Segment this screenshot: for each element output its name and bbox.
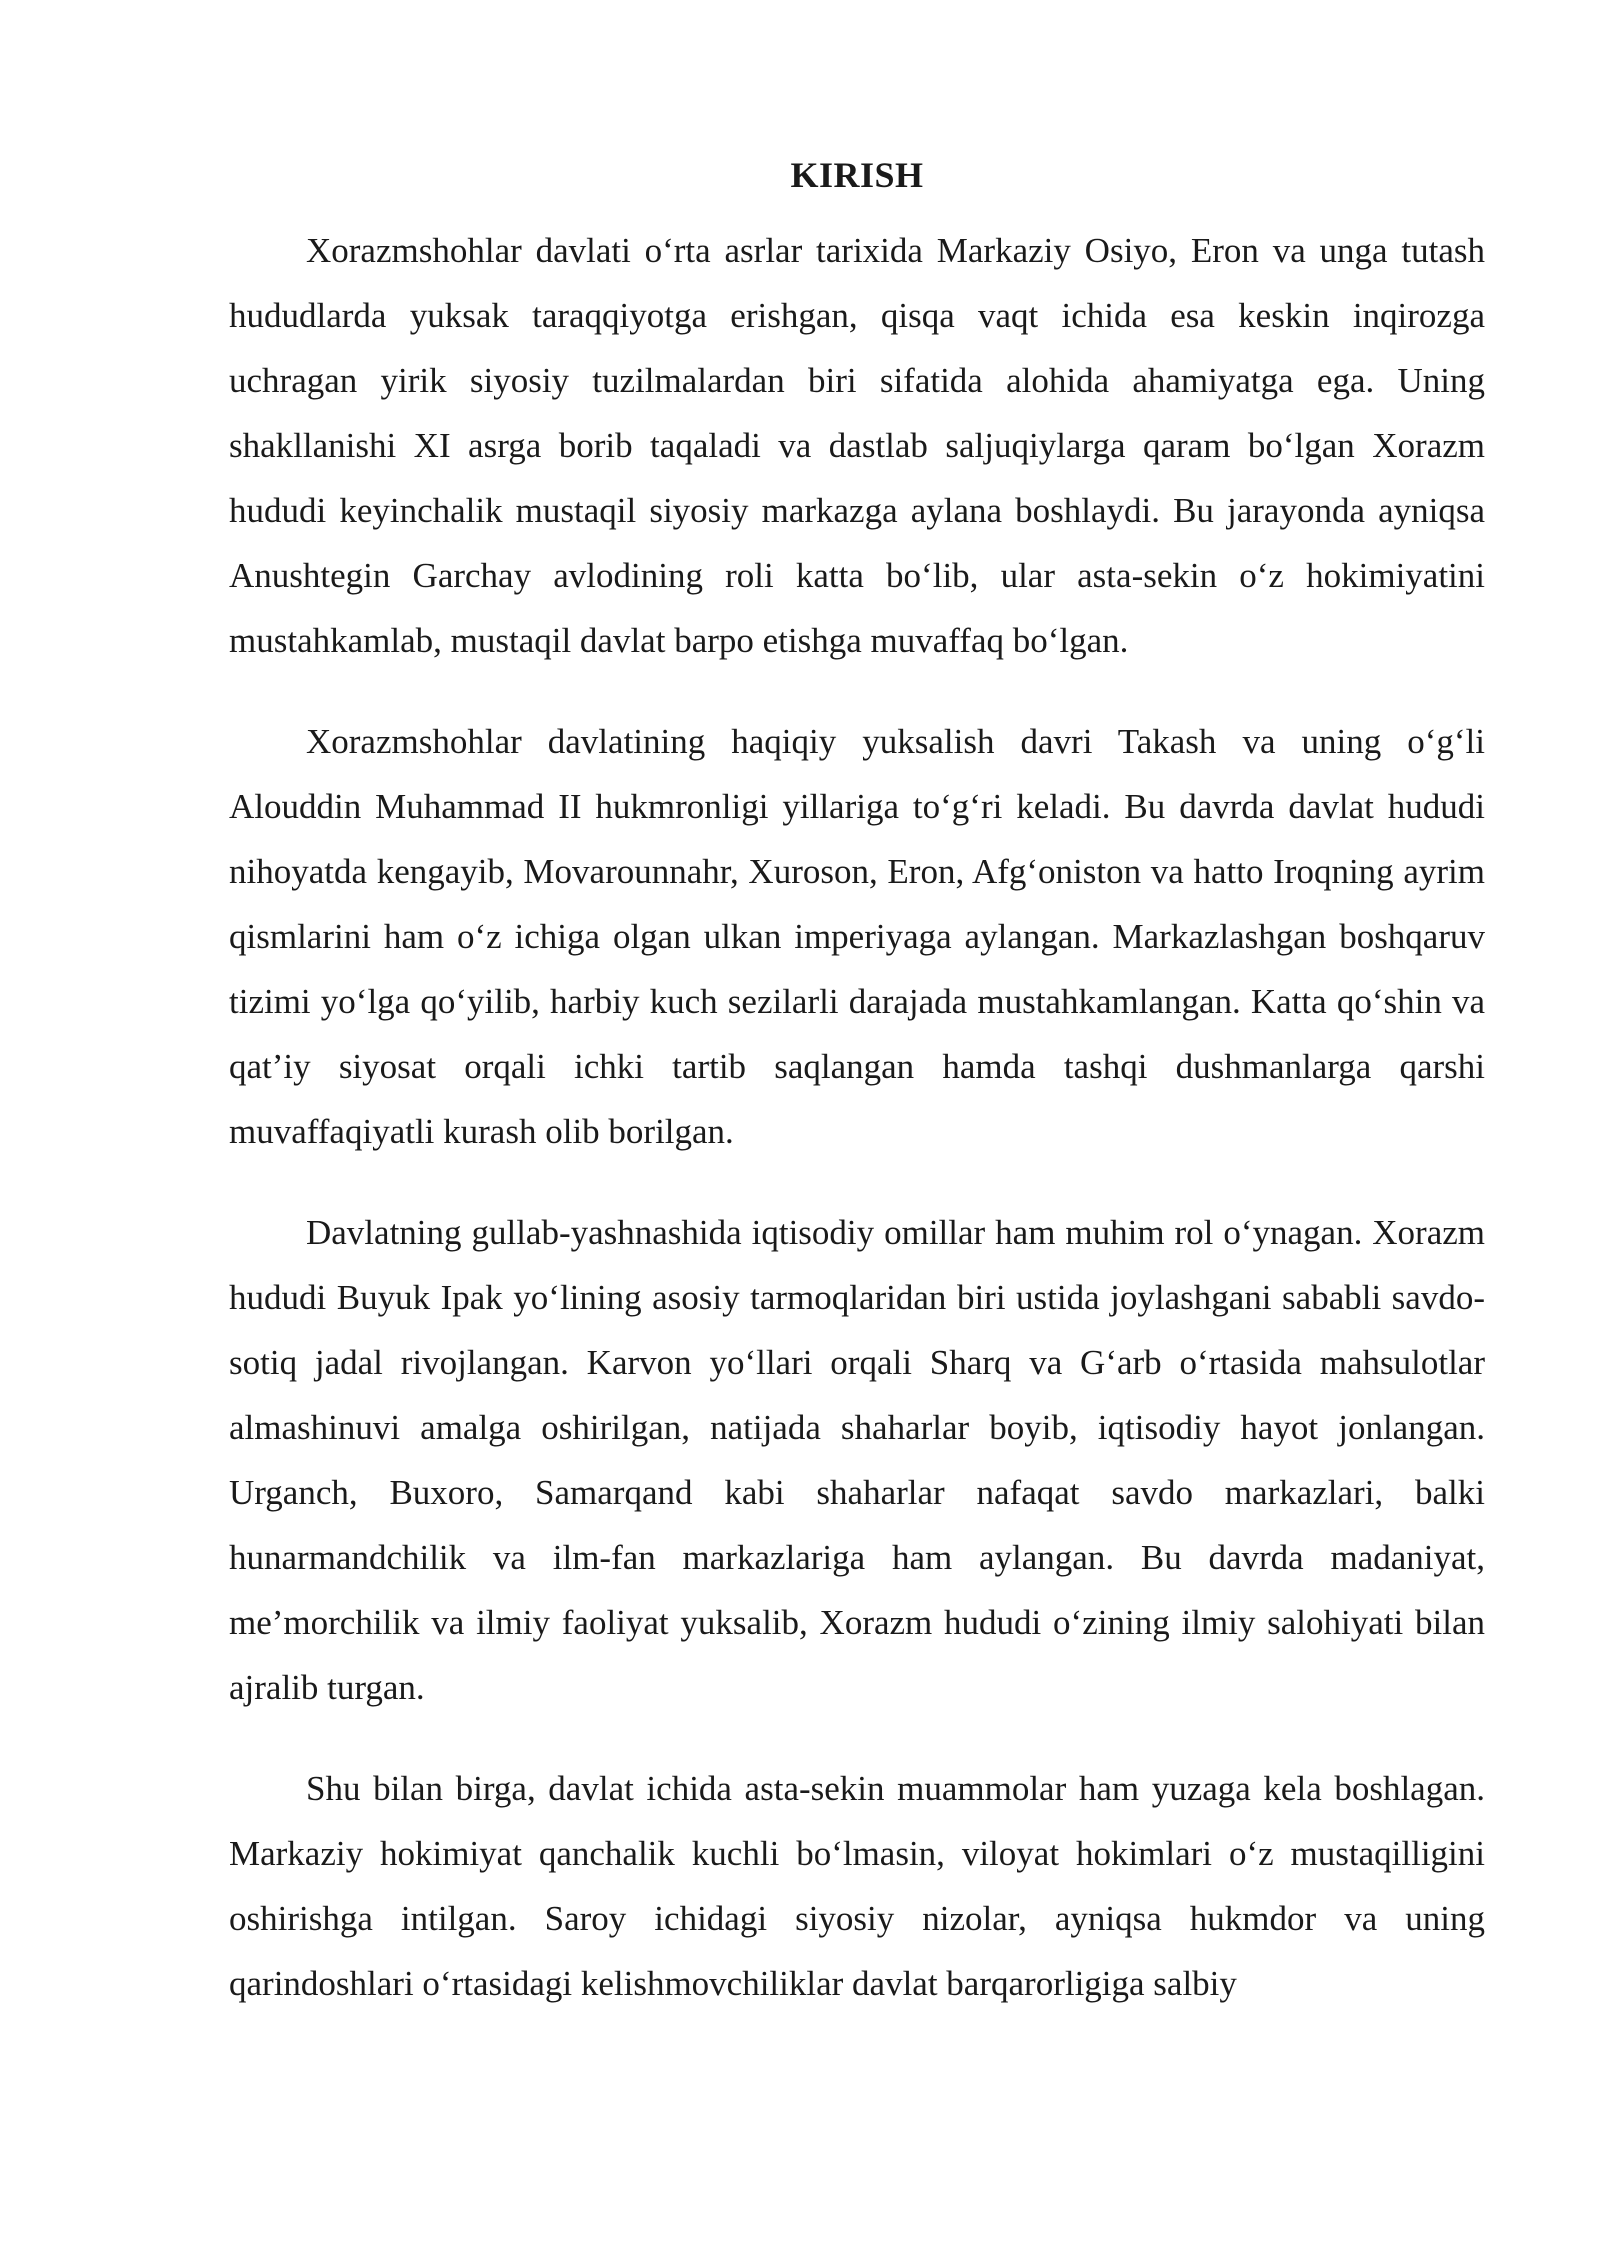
paragraph-4: Shu bilan birga, davlat ichida asta-sekin muammolar ham yuzaga kela boshlagan. Markaziy hokimiyat qanchalik kuchli bo‘lmasin, viloyat hokimlari o‘z mustaqilligini oshirishga intilgan. Saroy ichidagi siyosiy nizolar, ayniqsa hukmdor va uning qarindoshlari o‘rtasidagi kelishmovchiliklar davlat barqarorligiga salbiy — [229, 1769, 1485, 2003]
paragraph-1: Xorazmshohlar davlati o‘rta asrlar tarixida Markaziy Osiyo, Eron va unga tutash hududlarda yuksak taraqqiyotga erishgan, qisqa vaqt ichida esa keskin inqirozga uchragan yirik siyosiy tuzilmalardan biri sifatida alohida ahamiyatga ega. Uning shakllanishi XI asrga borib taqaladi va dastlab saljuqiylarga qaram bo‘lgan Xorazm hududi keyinchalik mustaqil siyosiy markazga aylana boshlaydi. Bu jarayonda ayniqsa Anushtegin Garchay avlodining roli katta bo‘lib, ular asta-sekin o‘z hokimiyatini mustahkamlab, mustaqil davlat barpo etishga muvaffaq bo‘lgan. — [229, 231, 1485, 660]
document-title: KIRISH — [790, 155, 924, 195]
paragraph-3: Davlatning gullab-yashnashida iqtisodiy omillar ham muhim rol o‘ynagan. Xorazm hududi Buyuk Ipak yo‘lining asosiy tarmoqlaridan biri ustida joylashgani sababli savdo-sotiq jadal rivojlangan. Karvon yo‘llari orqali Sharq va G‘arb o‘rtasida mahsulotlar almashinuvi amalga oshirilgan, natijada shaharlar boyib, iqtisodiy hayot jonlangan. Urganch, Buxoro, Samarqand kabi shaharlar nafaqat savdo markazlari, balki hunarmandchilik va ilm-fan markazlariga ham aylangan. Bu davrda madaniyat, me’morchilik va ilmiy faoliyat yuksalib, Xorazm hududi o‘zining ilmiy salohiyati bilan ajralib turgan. — [229, 1213, 1485, 1707]
document-page — [229, 150, 1485, 2052]
paragraph-2: Xorazmshohlar davlatining haqiqiy yuksalish davri Takash va uning o‘g‘li Alouddin Muhammad II hukmronligi yillariga to‘g‘ri keladi. Bu davrda davlat hududi nihoyatda kengayib, Movarounnahr, Xuroson, Eron, Afg‘oniston va hatto Iroqning ayrim qismlarini ham o‘z ichiga olgan ulkan imperiyaga aylangan. Markazlashgan boshqaruv tizimi yo‘lga qo‘yilib, harbiy kuch sezilarli darajada mustahkamlangan. Katta qo‘shin va qat’iy siyosat orqali ichki tartib saqlangan hamda tashqi dushmanlarga qarshi muvaffaqiyatli kurash olib borilgan. — [229, 722, 1485, 1151]
